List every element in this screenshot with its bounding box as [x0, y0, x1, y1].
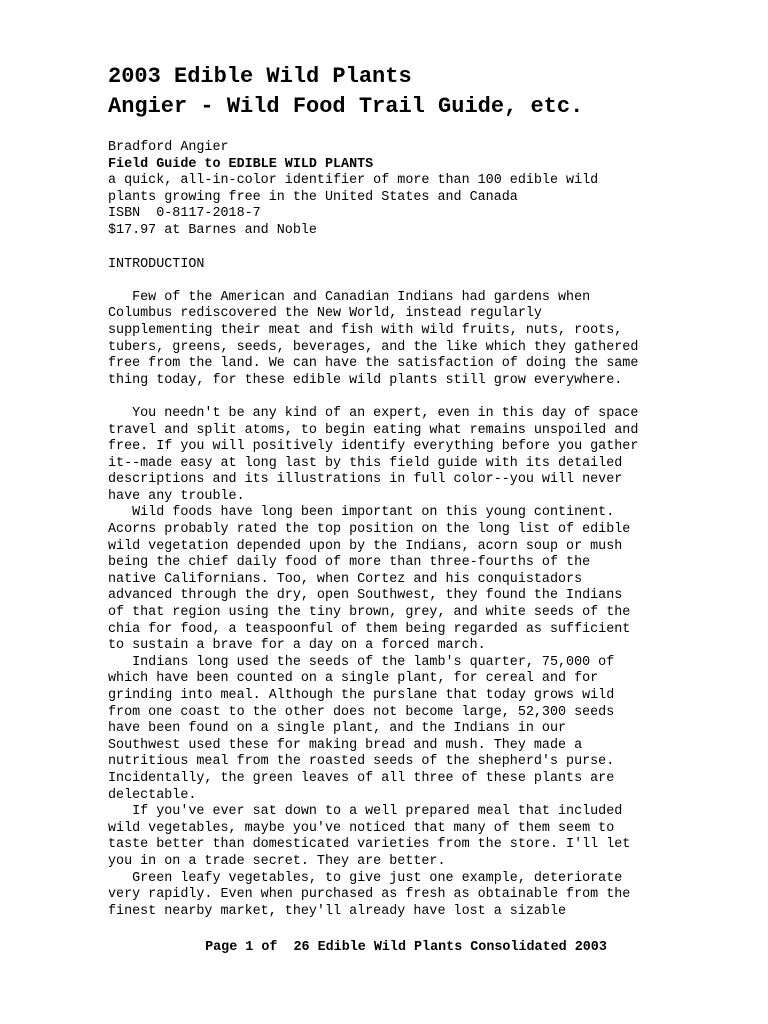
paragraph-line: wild vegetables, maybe you've noticed that many of them seem to: [108, 820, 615, 836]
paragraph-line: advanced through the dry, open Southwest, they found the Indians: [108, 588, 623, 604]
paragraph-line: Incidentally, the green leaves of all three of these plants are: [108, 770, 615, 786]
paragraph-line: have been found on a single plant, and the Indians in our: [108, 721, 567, 737]
paragraph-6: [108, 871, 718, 921]
paragraph-line: finest nearby market, they'll already have lost a sizable: [108, 903, 567, 919]
book-info: [108, 140, 718, 240]
paragraph-line: Columbus rediscovered the New World, instead regularly: [108, 306, 542, 322]
paragraph-line: travel and split atoms, to begin eating what remains unspoiled and: [108, 422, 639, 438]
paragraph-line: Southwest used these for making bread and mush. They made a: [108, 737, 583, 753]
page-footer: Page 1 of 26 Edible Wild Plants Consolidated 2003: [205, 940, 607, 955]
paragraph-line: being the chief daily food of more than three-fourths of the: [108, 555, 591, 571]
paragraph-3: [108, 505, 718, 654]
paragraph-line: very rapidly. Even when purchased as fresh as obtainable from the: [108, 887, 631, 903]
paragraph-line: have any trouble.: [108, 488, 245, 504]
paragraph-line: Green leafy vegetables, to give just one example, deteriorate: [108, 870, 623, 886]
paragraph-line: Wild foods have long been important on this young continent.: [108, 505, 615, 521]
book-title: Field Guide to EDIBLE WILD PLANTS: [108, 156, 374, 172]
paragraph-line: of that region using the tiny brown, grey, and white seeds of the: [108, 605, 631, 621]
paragraph-line: which have been counted on a single plant, for cereal and for: [108, 671, 599, 687]
paragraph-line: If you've ever sat down to a well prepared meal that included: [108, 804, 623, 820]
book-author: Bradford Angier: [108, 140, 229, 155]
paragraph-line: supplementing their meat and fish with wild fruits, nuts, roots,: [108, 322, 623, 338]
book-isbn: ISBN 0-8117-2018-7: [108, 206, 261, 222]
section-heading: INTRODUCTION: [108, 256, 205, 272]
body-text: [108, 290, 718, 921]
paragraph-line: you in on a trade secret. They are better.: [108, 853, 446, 869]
paragraph-line: Indians long used the seeds of the lamb's quarter, 75,000 of: [108, 654, 615, 670]
paragraph-line: from one coast to the other does not become large, 52,300 seeds: [108, 704, 615, 720]
paragraph-line: free from the land. We can have the satisfaction of doing the same: [108, 356, 639, 372]
book-price: $17.97 at Barnes and Noble: [108, 222, 317, 238]
document-title: [108, 62, 718, 122]
paragraph-4: [108, 655, 718, 804]
paragraph-line: native Californians. Too, when Cortez and his conquistadors: [108, 571, 583, 587]
paragraph-line: Acorns probably rated the top position on the long list of edible: [108, 522, 631, 538]
paragraph-line: thing today, for these edible wild plants still grow everywhere.: [108, 372, 623, 388]
paragraph-line: tubers, greens, seeds, beverages, and the like which they gathered: [108, 339, 639, 355]
paragraph-line: nutritious meal from the roasted seeds of the shepherd's purse.: [108, 754, 615, 770]
paragraph-line: Few of the American and Canadian Indians had gardens when: [108, 289, 591, 305]
paragraph-line: delectable.: [108, 787, 197, 803]
paragraph-5: [108, 804, 718, 870]
paragraph-line: free. If you will positively identify everything before you gather: [108, 439, 639, 455]
paragraph-line: to sustain a brave for a day on a forced march.: [108, 638, 486, 654]
title-line-1: 2003 Edible Wild Plants: [108, 64, 412, 89]
book-subtitle-line-2: plants growing free in the United States and Canada: [108, 189, 518, 205]
paragraph-line: chia for food, a teaspoonful of them being regarded as sufficient: [108, 621, 631, 637]
paragraph-line: grinding into meal. Although the purslane that today grows wild: [108, 688, 615, 703]
paragraph-line: You needn't be any kind of an expert, even in this day of space: [108, 405, 639, 421]
book-subtitle-line-1: a quick, all-in-color identifier of more than 100 edible wild: [108, 173, 599, 189]
paragraph-2: [108, 406, 718, 506]
document-content: [108, 62, 718, 920]
paragraph-1: [108, 290, 718, 390]
paragraph-line: wild vegetation depended upon by the Indians, acorn soup or mush: [108, 538, 623, 554]
title-line-2: Angier - Wild Food Trail Guide, etc.: [108, 94, 584, 119]
paragraph-line: it--made easy at long last by this field guide with its detailed: [108, 455, 623, 471]
paragraph-line: descriptions and its illustrations in full color--you will never: [108, 472, 623, 488]
paragraph-line: taste better than domesticated varieties from the store. I'll let: [108, 837, 631, 853]
